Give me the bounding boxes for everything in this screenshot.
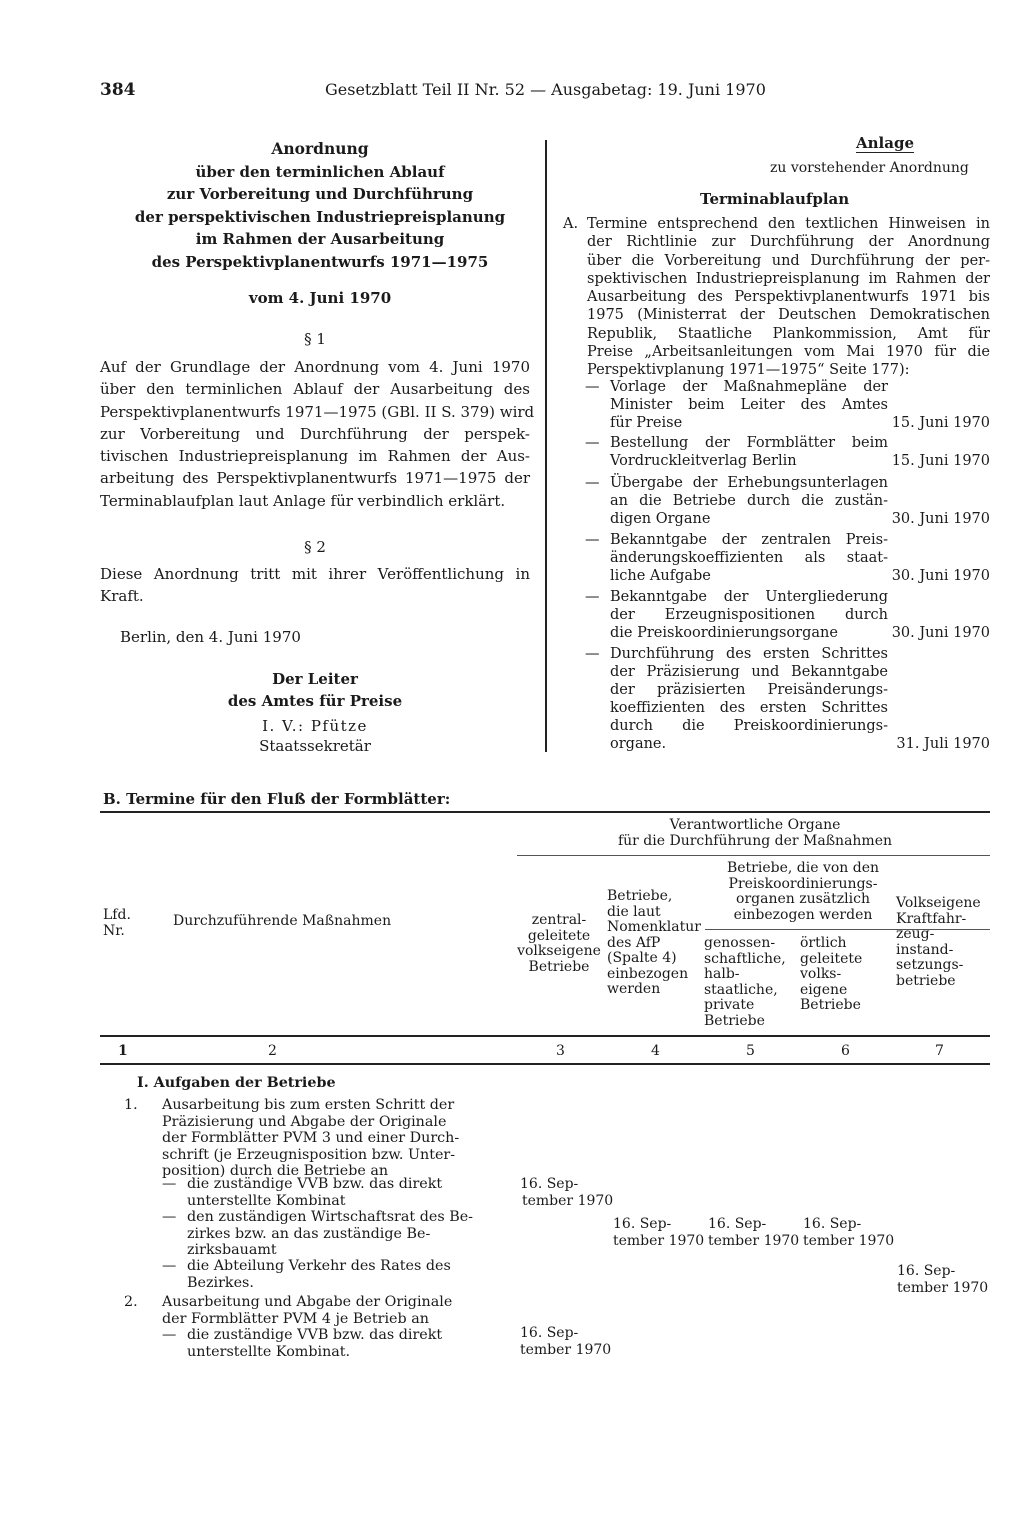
item-number: 1. xyxy=(124,1097,138,1113)
header-line: Verantwortliche Organe xyxy=(669,817,841,833)
signatory-office: des Amtes für Preise xyxy=(227,692,403,710)
text-line: für Preise xyxy=(610,415,683,431)
header-line: volks- xyxy=(800,966,842,982)
dash: — xyxy=(585,646,600,662)
date-line: tember 1970 xyxy=(520,1341,612,1358)
section-a xyxy=(563,215,990,380)
ordinance-date: vom 4. Juni 1970 xyxy=(248,289,392,307)
text-line: Ausarbeitung und Abgabe der Originale xyxy=(162,1294,453,1310)
header-line: Betriebe, die von den xyxy=(726,860,880,876)
text-line: der präzisierten Preisänderungs- xyxy=(610,682,888,698)
text-line: Bekanntgabe der Untergliederung xyxy=(610,589,888,605)
header-line: geleitete xyxy=(800,950,863,967)
col-number: 7 xyxy=(935,1043,944,1059)
title-line: im Rahmen der Ausarbeitung xyxy=(195,230,445,248)
header-line: Preiskoordinierungs- xyxy=(728,875,878,892)
dash: — xyxy=(162,1176,177,1192)
header-line: einbezogen xyxy=(607,965,689,982)
date-line: 16. Sep- xyxy=(520,1176,579,1192)
text-line: der Präzisierung und Bekanntgabe xyxy=(610,664,888,680)
header-line: instand- xyxy=(896,941,954,958)
text-line: Durchführung des ersten Schrittes xyxy=(610,646,888,662)
header-line: Betriebe, xyxy=(607,888,673,904)
text-line: durch die Preiskoordinierungs- xyxy=(610,718,888,734)
column-divider xyxy=(545,140,547,752)
plan-title: Terminablaufplan xyxy=(700,190,850,208)
header-line: einbezogen werden xyxy=(733,906,873,923)
date-cell xyxy=(520,1325,611,1358)
task-date: 30. Juni 1970 xyxy=(891,511,990,527)
dash: — xyxy=(162,1258,177,1274)
text-line: Republik, Staatliche Plankommission, Amt für xyxy=(587,325,990,342)
header-line: private xyxy=(704,997,755,1013)
col-number: 6 xyxy=(841,1043,850,1059)
text-line: tivischen Industriepreisplanung im Rahmen der Aus- xyxy=(100,447,530,466)
header-col7 xyxy=(896,896,990,989)
text-line: Terminablaufplan laut Anlage für verbindlich erklärt. xyxy=(100,491,506,510)
date-line: 16. Sep- xyxy=(897,1263,956,1279)
header-line: werden xyxy=(607,981,661,997)
date-line: 16. Sep- xyxy=(708,1216,767,1232)
text-line: Ausarbeitung des Perspektivplanentwurfs 1971 bis xyxy=(587,289,990,306)
header-responsible xyxy=(600,818,910,849)
header-line: betriebe xyxy=(896,972,956,989)
sub-item xyxy=(187,1327,442,1360)
header-col4 xyxy=(607,889,702,998)
page-number: 384 xyxy=(100,80,136,100)
text-line: Termine entsprechend den textlichen Hinweisen in xyxy=(587,216,990,232)
task-item xyxy=(585,645,990,753)
header-line: setzungs- xyxy=(896,957,964,973)
text-line: der Formblätter PVM 3 und einer Durch- xyxy=(162,1130,460,1146)
col-number: 5 xyxy=(746,1043,755,1059)
section-b-title: B. Termine für den Fluß der Formblätter: xyxy=(103,790,451,808)
date-cell xyxy=(708,1216,799,1249)
task-item xyxy=(585,434,990,470)
item-1-text xyxy=(162,1097,488,1180)
text-line: Diese Anordnung tritt mit ihrer Veröffentlichung in xyxy=(100,565,530,583)
header-line: zeug- xyxy=(896,926,935,942)
text-line: die zuständige VVB bzw. das direkt xyxy=(187,1176,443,1192)
header-line: staatliche, xyxy=(704,981,778,998)
text-line: schrift (je Erzeugnisposition bzw. Unter- xyxy=(162,1146,456,1163)
task-item xyxy=(585,474,990,528)
text-line: über die Vorbereitung und Durchführung der per- xyxy=(587,252,990,269)
text-line: Ausarbeitung bis zum ersten Schritt der xyxy=(162,1097,455,1113)
task-date: 30. Juni 1970 xyxy=(891,625,990,641)
text-line: der Formblätter PVM 4 je Betrieb an xyxy=(162,1310,429,1327)
date-line: tember 1970 xyxy=(803,1232,895,1249)
text-line: änderungskoeffizienten als staat- xyxy=(610,550,888,566)
dash: — xyxy=(585,589,600,605)
section-a-label: A. xyxy=(563,216,579,232)
dash: — xyxy=(585,475,600,491)
task-item xyxy=(585,378,990,432)
text-line: Bestellung der Formblätter beim xyxy=(610,435,888,451)
signatory-title: Staatssekretär xyxy=(259,737,371,755)
ordinance-title xyxy=(110,138,530,273)
header-additional xyxy=(708,861,898,923)
text-line: Bezirkes. xyxy=(187,1274,254,1291)
header-line: eigene xyxy=(800,981,848,998)
date-cell xyxy=(613,1216,704,1249)
text-line: Übergabe der Erhebungsunterlagen xyxy=(610,475,888,491)
header-line: halb- xyxy=(704,966,740,982)
title-line: der perspektivischen Industriepreisplanung xyxy=(134,207,506,226)
date-cell xyxy=(897,1263,988,1296)
header-col3 xyxy=(510,913,608,975)
text-line: unterstellte Kombinat. xyxy=(187,1343,351,1360)
text-line: Kraft. xyxy=(100,587,144,606)
header-rule xyxy=(517,855,990,856)
date-cell xyxy=(520,1176,613,1209)
text-line: Perspektivplanung 1971—1975“ Seite 177): xyxy=(587,362,910,379)
header-line: Volkseigene xyxy=(896,895,981,911)
annex-title: Anlage xyxy=(856,134,914,152)
text-line: der Richtlinie zur Durchführung der Anordnung xyxy=(587,234,990,251)
header-line: organen zusätzlich xyxy=(736,891,870,907)
date-line: 16. Sep- xyxy=(803,1216,862,1232)
header-col6 xyxy=(800,936,890,1014)
text-line: Perspektivplanentwurfs 1971—1975 (GBl. II S. 379) wird xyxy=(100,402,535,421)
header-line: volkseigene xyxy=(517,943,601,959)
colnum-rule xyxy=(100,1063,990,1065)
header-line: zentral- xyxy=(531,912,587,928)
header-line: die laut xyxy=(607,903,661,920)
header-line: Nr. xyxy=(103,922,125,939)
text-line: die zuständige VVB bzw. das direkt xyxy=(187,1327,443,1343)
text-line: Auf der Grundlage der Anordnung vom 4. Juni 1970 xyxy=(100,358,530,376)
date-cell xyxy=(803,1216,894,1249)
col-number: 2 xyxy=(268,1043,277,1059)
text-line: Preise „Arbeitsanleitungen vom Mai 1970 für die xyxy=(587,344,990,361)
text-line: liche Aufgabe xyxy=(610,568,711,584)
header-line: schaftliche, xyxy=(704,950,786,967)
task-item xyxy=(585,531,990,585)
header-line: Lfd. xyxy=(103,907,131,923)
table-top-rule xyxy=(100,811,990,813)
text-line: spektivischen Industriepreisplanung im Rahmen der xyxy=(587,270,990,287)
header-lfd-nr xyxy=(103,908,131,939)
date-line: tember 1970 xyxy=(708,1232,800,1249)
header-col5 xyxy=(704,936,799,1029)
text-line: organe. xyxy=(610,736,667,752)
section-1-label: § 1 xyxy=(304,330,326,348)
date-line: 16. Sep- xyxy=(613,1216,672,1232)
running-header: Gesetzblatt Teil II Nr. 52 — Ausgabetag: 19. Juni 1970 xyxy=(325,80,766,99)
title-line: des Perspektivplanentwurfs 1971—1975 xyxy=(151,252,489,271)
text-line: Vordruckleitverlag Berlin xyxy=(610,453,797,469)
task-item xyxy=(585,588,990,642)
header-line: örtlich xyxy=(800,935,847,951)
dash: — xyxy=(585,435,600,451)
date-line: tember 1970 xyxy=(897,1279,989,1296)
header-line: genossen- xyxy=(704,935,776,951)
text-line: der Erzeugnispositionen durch xyxy=(610,607,888,623)
text-line: Vorlage der Maßnahmepläne der xyxy=(610,379,888,395)
col-number: 1 xyxy=(118,1043,128,1059)
header-line: Kraftfahr- xyxy=(896,910,967,927)
text-line: Minister beim Leiter des Amtes xyxy=(610,397,888,413)
date-line: tember 1970 xyxy=(522,1192,614,1209)
title-line: über den terminlichen Ablauf xyxy=(195,162,445,181)
text-line: die Preiskoordinierungsorgane xyxy=(610,625,838,641)
section-i-heading: I. Aufgaben der Betriebe xyxy=(137,1075,336,1091)
text-line: koeffizienten des ersten Schrittes xyxy=(610,700,888,716)
dash: — xyxy=(162,1209,177,1225)
header-line: Nomenklatur xyxy=(607,919,701,935)
date-line: tember 1970 xyxy=(613,1232,705,1249)
task-date: 15. Juni 1970 xyxy=(891,415,990,431)
signatory-role: Der Leiter xyxy=(272,670,358,688)
signatory-name: I. V.: Pfütze xyxy=(262,717,368,735)
sub-item xyxy=(187,1209,473,1259)
text-line: digen Organe xyxy=(610,511,711,527)
header-measures: Durchzuführende Maßnahmen xyxy=(173,913,392,929)
sub-item xyxy=(187,1176,442,1209)
text-line: zur Vorbereitung und Durchführung der perspek- xyxy=(100,424,530,443)
col-number: 3 xyxy=(556,1043,565,1059)
header-line: Betriebe xyxy=(800,997,861,1013)
place-date: Berlin, den 4. Juni 1970 xyxy=(120,628,301,646)
text-line: 1975 (Ministerrat der Deutschen Demokratischen xyxy=(587,307,990,324)
dash: — xyxy=(585,532,600,548)
date-line: 16. Sep- xyxy=(520,1325,579,1341)
title-line: Anordnung xyxy=(271,139,369,158)
text-line: Präzisierung und Abgabe der Originale xyxy=(162,1113,447,1130)
dash: — xyxy=(585,379,600,395)
task-date: 15. Juni 1970 xyxy=(891,453,990,469)
header-line: Betriebe xyxy=(704,1012,765,1029)
text-line: unterstellte Kombinat xyxy=(187,1192,346,1209)
header-line: (Spalte 4) xyxy=(607,950,677,966)
header-line: für die Durchführung der Maßnahmen xyxy=(617,832,893,849)
annex-subtitle: zu vorstehender Anordnung xyxy=(770,160,969,176)
text-line: Bekanntgabe der zentralen Preis- xyxy=(610,532,888,548)
text-line: an die Betriebe durch die zustän- xyxy=(610,493,888,509)
task-date: 31. Juli 1970 xyxy=(896,736,990,752)
col-number: 4 xyxy=(651,1043,660,1059)
dash: — xyxy=(162,1327,177,1343)
text-line: über den terminlichen Ablauf der Ausarbeitung des xyxy=(100,380,530,399)
text-line: den zuständigen Wirtschaftsrat des Be- xyxy=(187,1209,473,1225)
header-line: geleitete xyxy=(527,927,591,944)
section-2-text xyxy=(100,563,530,608)
header-line: des AfP xyxy=(607,934,661,951)
section-2-label: § 2 xyxy=(304,538,326,556)
text-line: zirksbauamt xyxy=(187,1242,277,1258)
text-line: die Abteilung Verkehr des Rates des xyxy=(187,1258,451,1274)
header-line: Betriebe xyxy=(528,958,590,975)
item-2-text xyxy=(162,1294,452,1327)
text-line: arbeitung des Perspektivplanentwurfs 1971—1975 der xyxy=(100,469,530,488)
sub-item xyxy=(187,1258,451,1291)
section-1-text xyxy=(100,356,535,512)
header-bottom-rule xyxy=(100,1035,990,1037)
text-line: position) durch die Betriebe an xyxy=(162,1163,389,1179)
text-line: zirkes bzw. an das zuständige Be- xyxy=(187,1225,431,1242)
task-date: 30. Juni 1970 xyxy=(891,568,990,584)
title-line: zur Vorbereitung und Durchführung xyxy=(166,185,474,203)
item-number: 2. xyxy=(124,1294,138,1310)
